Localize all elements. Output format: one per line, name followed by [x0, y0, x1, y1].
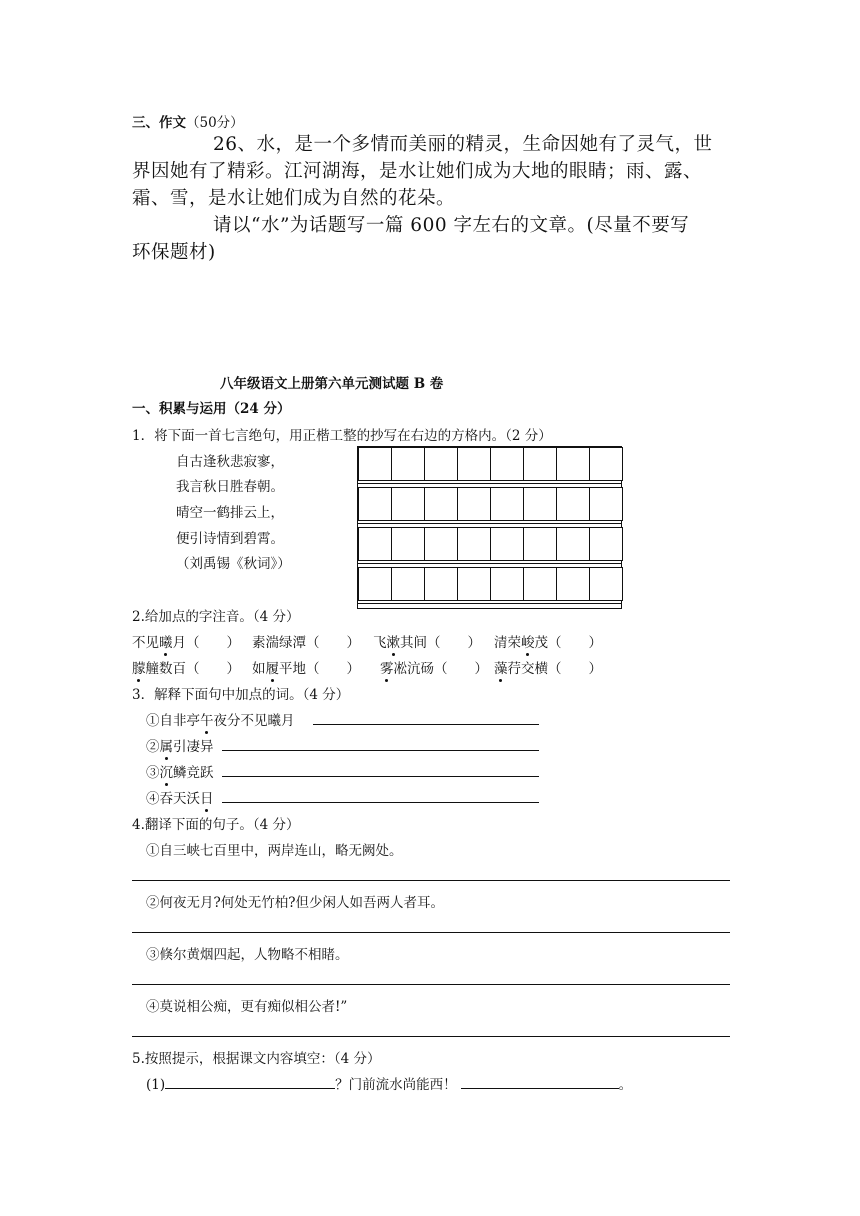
- q4-answer-line-4[interactable]: [132, 1036, 730, 1037]
- q3-item-2: ②属引凄异: [146, 739, 214, 755]
- q4-answer-line-2[interactable]: [132, 932, 730, 933]
- grid-cell[interactable]: [589, 487, 623, 521]
- grid-cell[interactable]: [391, 447, 425, 481]
- grid-cell[interactable]: [358, 487, 392, 521]
- grid-cell[interactable]: [490, 447, 524, 481]
- grid-cell[interactable]: [457, 447, 491, 481]
- grid-cell[interactable]: [523, 447, 557, 481]
- dotted-char: 沉: [159, 765, 173, 781]
- q5-blank-2[interactable]: [461, 1075, 619, 1089]
- grid-cell[interactable]: [556, 527, 590, 561]
- grid-cell[interactable]: [589, 567, 623, 601]
- dotted-char: 峻: [521, 635, 535, 651]
- grid-row-separator: [358, 523, 621, 524]
- grid-cell[interactable]: [391, 567, 425, 601]
- grid-cell[interactable]: [424, 527, 458, 561]
- q5-text: 5.按照提示，根据课文内容填空：（4 分）: [132, 1051, 381, 1067]
- essay-prompt-line-3: 霜、雪，是水让她们成为自然的花朵。: [132, 188, 456, 209]
- q4-item-3: ③倏尔黄烟四起，人物略不相睹。: [146, 947, 349, 963]
- dotted-char: 漱: [386, 635, 400, 651]
- grid-cell[interactable]: [424, 567, 458, 601]
- q1-text: 1．将下面一首七言绝句，用正楷工整的抄写在右边的方格内。（2 分）: [132, 428, 552, 444]
- q4-answer-line-3[interactable]: [132, 984, 730, 985]
- essay-task-line-2: 环保题材): [132, 242, 216, 263]
- q2-text: 2.给加点的字注音。（4 分）: [132, 609, 300, 625]
- q2-item-2: 素湍绿潭（ ）: [252, 635, 360, 651]
- poem-line-2: 我言秋日胜春朝。: [176, 479, 284, 495]
- grid-cell[interactable]: [589, 527, 623, 561]
- dotted-char: 日: [200, 791, 214, 807]
- dotted-char: 履: [265, 661, 279, 677]
- grid-cell[interactable]: [358, 447, 392, 481]
- grid-cell[interactable]: [457, 527, 491, 561]
- grid-cell[interactable]: [358, 567, 392, 601]
- dotted-char: 雾: [380, 661, 394, 677]
- grid-cell[interactable]: [556, 487, 590, 521]
- q3-answer-line-4[interactable]: [222, 802, 539, 803]
- q4-item-2: ②何夜无月?何处无竹柏?但少闲人如吾两人者耳。: [146, 895, 444, 911]
- q2-item-6: 如履平地（ ）: [252, 661, 360, 677]
- grid-cell[interactable]: [490, 567, 524, 601]
- grid-cell[interactable]: [490, 487, 524, 521]
- q3-text: 3．解释下面句中加点的词。（4 分）: [132, 687, 350, 703]
- dotted-char: 曦: [159, 635, 173, 651]
- essay-task-line-1: 请以“水”为话题写一篇 600 字左右的文章。(尽量不要写: [213, 215, 690, 236]
- dotted-char: 朦: [132, 661, 146, 677]
- q3-item-4: ④吞天沃日: [146, 791, 214, 807]
- q5-item-middle: ？门前流水尚能西！: [335, 1077, 457, 1093]
- grid-cell[interactable]: [358, 527, 392, 561]
- grid-cell[interactable]: [457, 487, 491, 521]
- q3-answer-line-3[interactable]: [222, 776, 539, 777]
- q4-item-4: ④莫说相公痴，更有痴似相公者!”: [146, 999, 348, 1015]
- copy-writing-grid[interactable]: [357, 446, 622, 609]
- grid-cell[interactable]: [523, 567, 557, 601]
- dotted-char: 藻: [494, 661, 508, 677]
- grid-cell[interactable]: [424, 487, 458, 521]
- section3-heading-line: [132, 111, 244, 131]
- poem-line-3: 晴空一鹤排云上，: [176, 505, 284, 521]
- q2-item-5: 朦艟数百（ ）: [132, 661, 240, 677]
- essay-prompt-line-1: 26、水，是一个多情而美丽的精灵，生命因她有了灵气，世: [213, 134, 713, 155]
- part1-heading: 一、积累与运用（24 分）: [132, 401, 291, 417]
- grid-cell[interactable]: [589, 447, 623, 481]
- grid-cell[interactable]: [556, 567, 590, 601]
- q2-item-7: 雾凇沆砀（ ）: [380, 661, 488, 677]
- grid-cell[interactable]: [523, 487, 557, 521]
- paper-title: 八年级语文上册第六单元测试题 B 卷: [220, 376, 444, 392]
- section3-score: （50分）: [186, 115, 244, 131]
- q2-item-3: 飞漱其间（ ）: [373, 635, 481, 651]
- grid-cell[interactable]: [523, 527, 557, 561]
- q2-item-8: 藻荇交横（ ）: [494, 661, 602, 677]
- dotted-char: 午: [200, 713, 214, 729]
- q5-blank-1[interactable]: [165, 1075, 335, 1089]
- q3-item-1: ①自非亭午夜分不见曦月: [146, 713, 295, 729]
- grid-row-separator: [358, 483, 621, 484]
- q2-item-1: 不见曦月（ ）: [132, 635, 240, 651]
- poem-source: （刘禹锡《秋词》）: [176, 556, 291, 572]
- grid-row-separator: [358, 563, 621, 564]
- q2-item-4: 清荣峻茂（ ）: [494, 635, 602, 651]
- q4-text: 4.翻译下面的句子。（4 分）: [132, 817, 300, 833]
- q3-item-3: ③沉鳞竞跃: [146, 765, 214, 781]
- grid-row-separator: [358, 603, 621, 604]
- q3-answer-line-2[interactable]: [222, 750, 539, 751]
- dotted-char: 属: [159, 739, 173, 755]
- essay-prompt-line-2: 界因她有了精彩。江河湖海，是水让她们成为大地的眼睛；雨、露、: [132, 161, 703, 182]
- grid-cell[interactable]: [490, 527, 524, 561]
- grid-cell[interactable]: [556, 447, 590, 481]
- poem-line-1: 自古逢秋悲寂寥，: [176, 454, 284, 470]
- q5-item-end: 。: [618, 1077, 633, 1093]
- q4-item-1: ①自三峡七百里中，两岸连山，略无阙处。: [146, 843, 403, 859]
- grid-cell[interactable]: [391, 487, 425, 521]
- poem-line-4: 便引诗情到碧霄。: [176, 531, 284, 547]
- section3-heading: 三、作文: [132, 115, 186, 131]
- q5-item-1: [146, 1073, 632, 1093]
- q4-answer-line-1[interactable]: [132, 880, 730, 881]
- q3-answer-line-1[interactable]: [313, 724, 539, 725]
- q5-item-number: (1): [146, 1077, 166, 1093]
- grid-cell[interactable]: [424, 447, 458, 481]
- grid-cell[interactable]: [391, 527, 425, 561]
- grid-cell[interactable]: [457, 567, 491, 601]
